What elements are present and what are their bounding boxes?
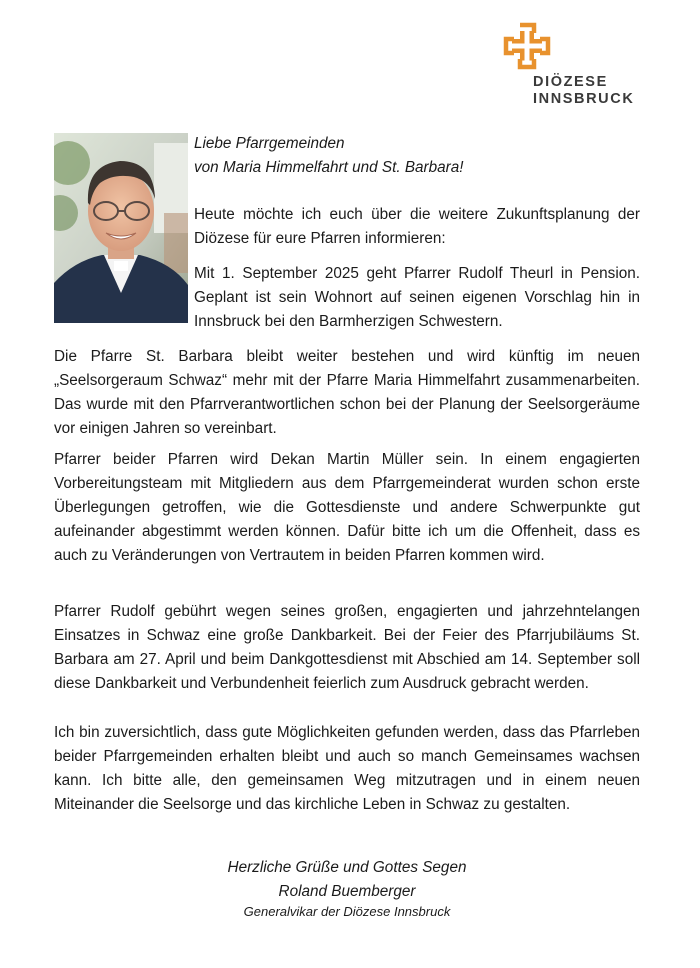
paragraph-4: Pfarrer beider Pfarren wird Dekan Martin Müller sein. In einem engagierten Vorbereitungsteam mit Mitgliedern aus dem Pfarrgemeinderat wurden schon erste Überlegungen getroffen, wie die Gottesdienste und andere Schwerpunkte gut aufeinander abgestimmt werden können. Dafür bitte ich um die Offenheit, dass es auch zu Veränderungen von Vertrautem in beiden Pfarren kommen wird. xyxy=(54,451,640,564)
logo-line-2: INNSBRUCK xyxy=(533,91,635,107)
paragraph-2: Mit 1. September 2025 geht Pfarrer Rudolf Theurl in Pension. Geplant ist sein Wohnort auf seinen eigenen Vorschlag hin in Innsbruck bei den Barmherzigen Schwestern. xyxy=(194,265,640,330)
closing-greeting: Herzliche Grüße und Gottes Segen xyxy=(227,859,467,876)
diocese-logo xyxy=(503,22,643,114)
paragraph-1: Heute möchte ich euch über die weitere Zukunftsplanung der Diözese für eure Pfarren informieren: xyxy=(194,206,640,247)
portrait-photo xyxy=(54,133,188,323)
paragraph-6: Ich bin zuversichtlich, dass gute Möglichkeiten gefunden werden, dass das Pfarrleben beider Pfarrgemeinden erhalten bleibt und auch so manch Gemeinsames wachsen kann. Ich bitte alle, den gemeinsamen Weg mitzutragen und in einem neuen Miteinander die Seelsorge und das kirchliche Leben in Schwaz zu gestalten. xyxy=(54,724,640,813)
logo-line-1: DIÖZESE xyxy=(533,74,608,90)
portrait-image xyxy=(54,133,188,323)
salutation-line-2: von Maria Himmelfahrt und St. Barbara! xyxy=(194,159,464,176)
logo-wordmark xyxy=(533,74,634,108)
cross-logo-icon xyxy=(503,22,551,70)
signatory-title: Generalvikar der Diözese Innsbruck xyxy=(243,904,451,919)
salutation xyxy=(194,132,644,180)
paragraph-5: Pfarrer Rudolf gebührt wegen seines großen, engagierten und jahrzehntelangen Einsatzes in Schwaz eine große Dankbarkeit. Bei der Feier des Pfarrjubiläums St. Barbara am 27. April und beim Dankgottesdienst mit Abschied am 14. September soll diese Dankbarkeit und Verbundenheit feierlich zum Ausdruck gebracht werden. xyxy=(54,603,640,692)
salutation-line-1: Liebe Pfarrgemeinden xyxy=(194,135,345,152)
paragraph-3: Die Pfarre St. Barbara bleibt weiter bestehen und wird künftig im neuen „Seelsorgeraum Schwaz“ mehr mit der Pfarre Maria Himmelfahrt zusammenarbeiten. Das wurde mit den Pfarrverantwortlichen schon bei der Planung der Seelsorgeräume vor einigen Jahren so vereinbart. xyxy=(54,348,640,437)
signatory-name: Roland Buemberger xyxy=(278,883,416,900)
